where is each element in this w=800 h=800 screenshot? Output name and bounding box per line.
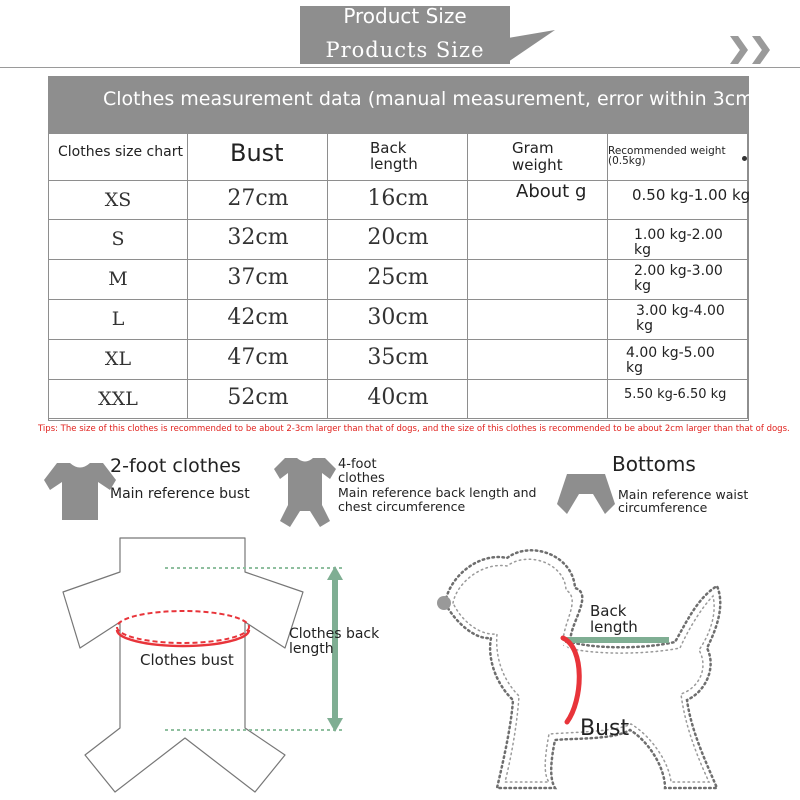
table-header-cell	[608, 134, 748, 181]
table-cell	[328, 220, 468, 260]
row-size: XL	[104, 348, 132, 370]
table-cell	[468, 340, 608, 380]
dog-outline	[445, 550, 720, 788]
table-cell	[328, 181, 468, 220]
table-cell	[48, 260, 188, 300]
table-cell	[48, 181, 188, 220]
row-bust: 32cm	[227, 225, 289, 250]
table-cell	[188, 340, 328, 380]
table-cell	[468, 260, 608, 300]
tips-text: Tips: The size of this clothes is recommended to be about 2-3cm larger than that of dogs, and the size of this clothes is recommended to be about 2cm larger than that of dogs.	[38, 424, 790, 434]
row-back-length: 35cm	[367, 345, 429, 370]
row-recommended-weight: 0.50 kg-1.00 kg	[632, 186, 751, 204]
dog-bust-label: Bust	[580, 716, 630, 741]
table-caption: Clothes measurement data (manual measurement, error within 3cm)	[103, 88, 762, 110]
row-back-length: 20cm	[367, 225, 429, 250]
row-bust: 47cm	[227, 345, 289, 370]
table-header-cell	[188, 134, 328, 181]
table-cell	[468, 181, 608, 220]
row-bust: 27cm	[227, 186, 289, 211]
bottoms-title: Bottoms	[612, 452, 696, 476]
table-cell	[188, 220, 328, 260]
two-foot-title: 2-foot clothes	[110, 455, 241, 477]
row-bust: 42cm	[227, 305, 289, 330]
table-cell	[188, 181, 328, 220]
bottoms-icon	[555, 470, 617, 522]
row-back-length: 30cm	[367, 305, 429, 330]
table-cell	[328, 340, 468, 380]
table-cell	[608, 380, 748, 419]
row-recommended-weight: 5.50 kg-6.50 kg	[624, 387, 727, 402]
table-cell	[48, 220, 188, 260]
table-cell	[328, 260, 468, 300]
header-gram-weight-label: Gram weight	[512, 139, 563, 174]
dog-diagram	[425, 530, 745, 800]
table-cell	[608, 300, 748, 340]
row-bust: 52cm	[227, 385, 289, 410]
row-back-length: 25cm	[367, 265, 429, 290]
clothes-diagram	[55, 530, 415, 800]
table-cell	[188, 260, 328, 300]
row-size: M	[108, 268, 128, 290]
dog-bust-line-highlight	[561, 642, 574, 718]
table-cell	[328, 300, 468, 340]
header-bust-label: Bust	[230, 139, 284, 167]
chevron-right-icon	[752, 36, 770, 64]
four-foot-title: 4-foot clothes	[338, 457, 385, 486]
dog-outline-inner	[453, 559, 714, 782]
row-recommended-weight: 4.00 kg-5.00 kg	[626, 345, 715, 376]
row-size: XXL	[98, 388, 138, 410]
table-dot-icon	[742, 156, 747, 161]
row-recommended-weight: 2.00 kg-3.00 kg	[634, 263, 723, 294]
header-size-label: Clothes size chart	[58, 144, 183, 160]
dog-nose-icon	[437, 596, 451, 610]
gram-note: About g	[516, 181, 587, 202]
row-bust: 37cm	[227, 265, 289, 290]
table-cell	[328, 380, 468, 419]
table-header-cell	[48, 134, 188, 181]
row-back-length: 16cm	[367, 186, 429, 211]
header-back-length-label: Back length	[370, 139, 418, 173]
table-header-cell	[328, 134, 468, 181]
dog-bust-line	[563, 638, 579, 722]
row-recommended-weight: 3.00 kg-4.00 kg	[636, 303, 725, 334]
header-subtitle: Products Size	[325, 38, 485, 62]
two-foot-clothes-icon	[40, 458, 120, 524]
table-cell	[48, 340, 188, 380]
table-cell	[468, 300, 608, 340]
table-cell	[468, 380, 608, 419]
two-foot-desc: Main reference bust	[110, 486, 250, 502]
row-back-length: 40cm	[367, 385, 429, 410]
table-caption-bar	[48, 76, 762, 134]
header-banner-tail	[505, 30, 555, 64]
row-size: S	[111, 228, 125, 250]
table-cell	[608, 181, 751, 220]
table-header-cell	[468, 134, 608, 181]
table-cell	[188, 380, 328, 419]
header-recommended-label: Recommended weight (0.5kg)	[608, 145, 726, 167]
four-foot-desc: Main reference back length and chest circumference	[338, 485, 537, 514]
row-recommended-weight: 1.00 kg-2.00 kg	[634, 227, 723, 258]
dog-back-length-label: Back length	[590, 602, 638, 636]
table-cell	[468, 220, 608, 260]
chevron-right-icon	[730, 36, 748, 64]
table-cell	[608, 340, 748, 380]
table-cell	[608, 220, 748, 260]
header-title: Product Size	[343, 4, 467, 28]
four-foot-clothes-icon	[270, 455, 340, 529]
header-divider	[0, 67, 800, 68]
table-cell	[608, 260, 748, 300]
clothes-bust-label: Clothes bust	[140, 651, 234, 669]
table-cell	[48, 300, 188, 340]
clothes-back-length-label: Clothes back length	[289, 626, 380, 657]
row-size: XS	[104, 189, 132, 211]
table-cell	[48, 380, 188, 419]
table-cell	[188, 300, 328, 340]
bottoms-desc: Main reference waist circumference	[618, 487, 749, 515]
row-size: L	[111, 308, 125, 330]
